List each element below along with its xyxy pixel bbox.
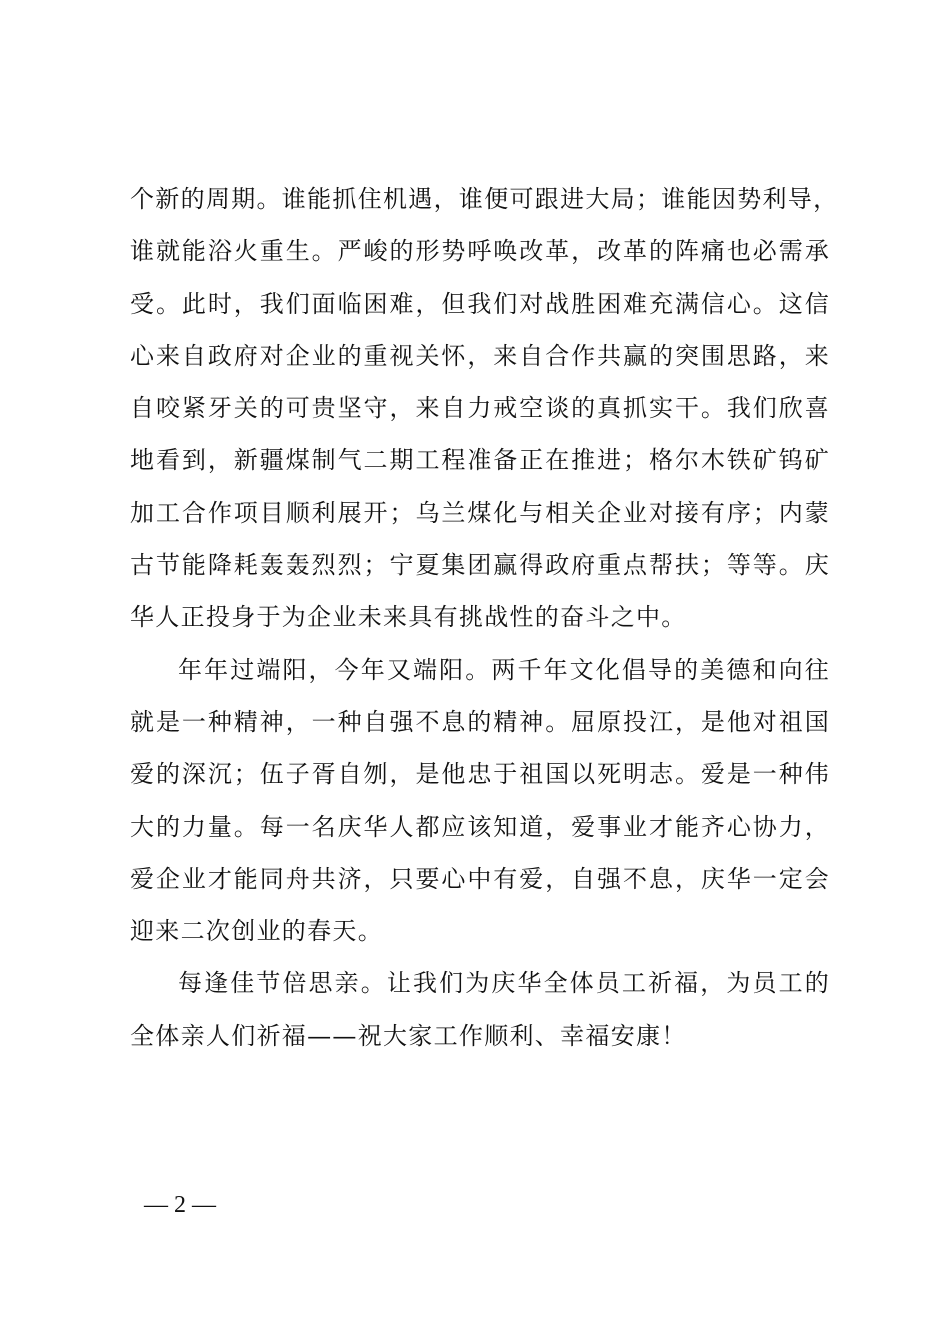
text-line: 华人正投身于为企业未来具有挑战性的奋斗之中。 (130, 603, 687, 632)
text-line: 谁就能浴火重生。严峻的形势呼唤改革，改革的阵痛也必需承 (130, 237, 830, 266)
text-line: 全体亲人们祈福——祝大家工作顺利、幸福安康！ (130, 1021, 687, 1050)
text-line: 迎来二次创业的春天。 (130, 917, 383, 946)
document-body (130, 173, 839, 1062)
text-line: 受。此时，我们面临困难，但我们对战胜困难充满信心。这信 (130, 289, 830, 318)
text-line: 古节能降耗轰轰烈烈；宁夏集团赢得政府重点帮扶；等等。庆 (130, 551, 830, 580)
text-line: 加工合作项目顺利展开；乌兰煤化与相关企业对接有序；内蒙 (130, 498, 830, 527)
text-line: 心来自政府对企业的重视关怀，来自合作共赢的突围思路，来 (130, 341, 830, 370)
text-line: 就是一种精神，一种自强不息的精神。屈原投江，是他对祖国 (130, 707, 830, 736)
text-line: 爱的深沉；伍子胥自刎，是他忠于祖国以死明志。爱是一种伟 (130, 760, 830, 789)
text-line: 个新的周期。谁能抓住机遇，谁便可跟进大局；谁能因势利导， (130, 185, 839, 213)
text-line: 地看到，新疆煤制气二期工程准备正在推进；格尔木铁矿钨矿 (130, 446, 830, 475)
page-number: — 2 — (144, 1192, 216, 1218)
text-line: 爱企业才能同舟共济，只要心中有爱，自强不息，庆华一定会 (130, 864, 830, 893)
text-line: 每逢佳节倍思亲。让我们为庆华全体员工祈福，为员工的 (178, 969, 830, 998)
text-line: 年年过端阳，今年又端阳。两千年文化倡导的美德和向往 (178, 655, 830, 684)
text-line: 大的力量。每一名庆华人都应该知道，爱事业才能齐心协力， (130, 812, 830, 841)
text-line: 自咬紧牙关的可贵坚守，来自力戒空谈的真抓实干。我们欣喜 (130, 394, 830, 423)
